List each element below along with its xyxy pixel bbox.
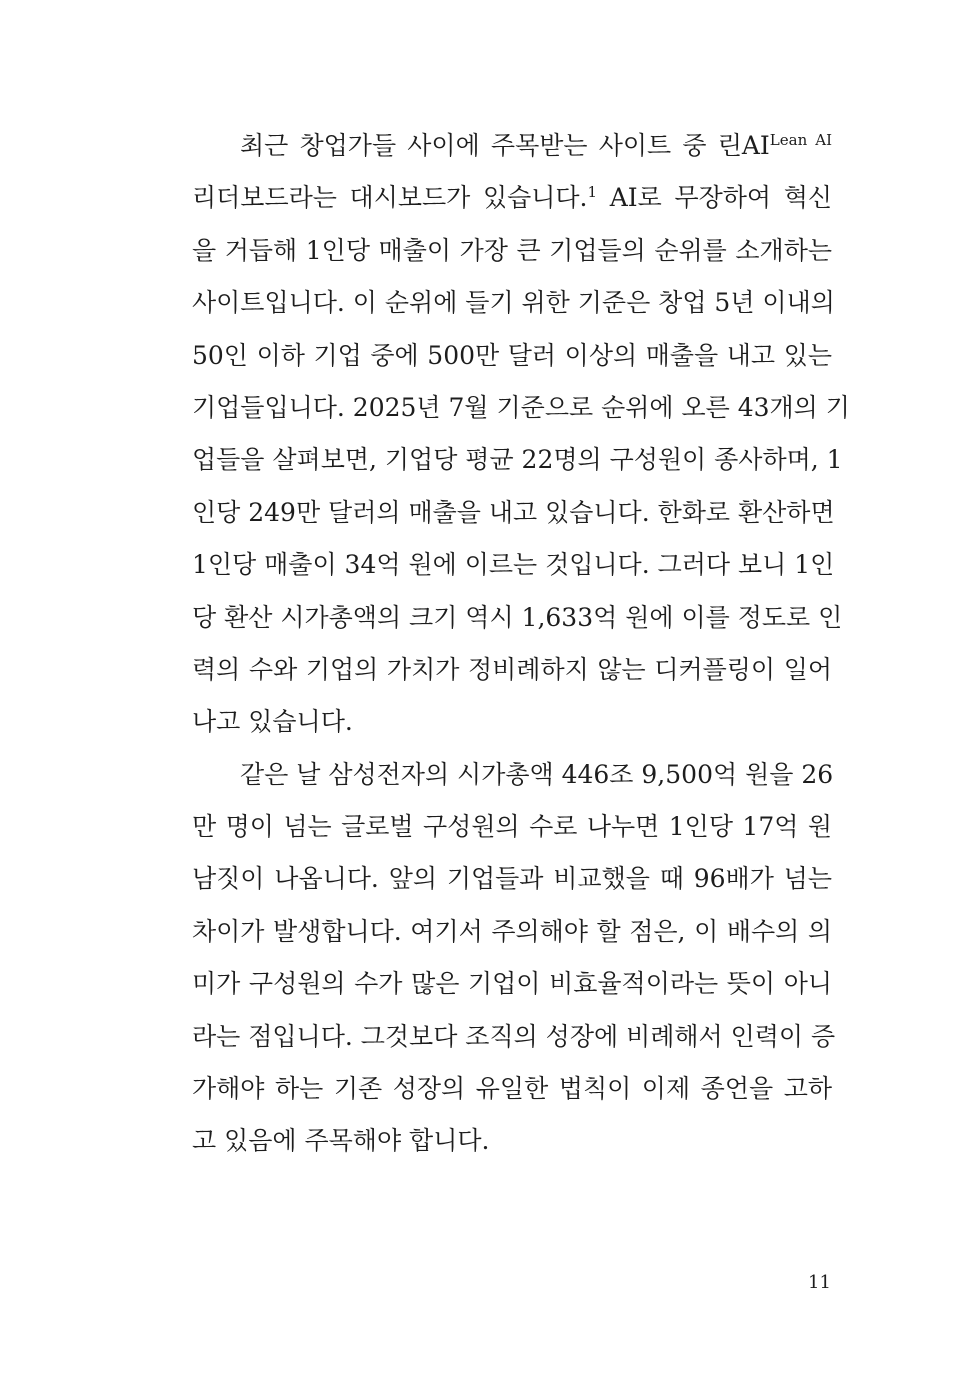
paragraph-line: 력의 수와 기업의 가치가 정비례하지 않는 디커플링이 일어 [192, 654, 832, 684]
paragraph-line: 같은 날 삼성전자의 시가총액 446조 9,500억 원을 26 [240, 759, 834, 789]
paragraph-line: 을 거듭해 1인당 매출이 가장 큰 기업들의 순위를 소개하는 [192, 235, 832, 265]
paragraph-line: 당 환산 시가총액의 크기 역시 1,633억 원에 이를 정도로 인 [192, 602, 843, 632]
paragraph-line [192, 172, 832, 224]
paragraph-line: 나고 있습니다. [192, 707, 353, 737]
lean-ai-gloss: Lean AI [769, 131, 833, 149]
line-text: 최근 창업가들 사이에 주목받는 사이트 중 린AI [240, 131, 770, 160]
paragraph-line: 고 있음에 주목해야 합니다. [192, 1126, 490, 1156]
paragraph-line: 남짓이 나옵니다. 앞의 기업들과 비교했을 때 96배가 넘는 [192, 864, 832, 894]
paragraph-line: 50인 이하 기업 중에 500만 달러 이상의 매출을 내고 있는 [192, 340, 832, 370]
line-text: AI로 무장하여 혁신 [597, 183, 833, 213]
page-number: 11 [808, 1272, 831, 1293]
paragraph-line: 미가 구성원의 수가 많은 기업이 비효율적이라는 뜻이 아니 [192, 969, 832, 999]
paragraph-line: 차이가 발생합니다. 여기서 주의해야 할 점은, 이 배수의 의 [192, 916, 832, 946]
paragraph-2 [192, 749, 836, 1168]
paragraph-line: 1인당 매출이 34억 원에 이르는 것입니다. 그러다 보니 1인 [192, 550, 835, 580]
paragraph-1 [192, 120, 850, 749]
body-text [192, 120, 850, 1168]
paragraph-line: 가해야 하는 기존 성장의 유일한 법칙이 이제 종언을 고하 [192, 1074, 832, 1104]
paragraph-line: 업들을 살펴보면, 기업당 평균 22명의 구성원이 종사하며, 1 [192, 445, 843, 475]
line-text: 리더보드라는 대시보드가 있습니다. [192, 183, 588, 213]
paragraph-line: 기업들입니다. 2025년 7월 기준으로 순위에 오른 43개의 기 [192, 392, 850, 422]
paragraph-line [192, 120, 832, 172]
footnote-marker: 1 [587, 183, 598, 202]
paragraph-line: 사이트입니다. 이 순위에 들기 위한 기준은 창업 5년 이내의 [192, 288, 835, 318]
paragraph-line: 만 명이 넘는 글로벌 구성원의 수로 나누면 1인당 17억 원 [192, 812, 832, 842]
paragraph-line: 인당 249만 달러의 매출을 내고 있습니다. 한화로 환산하면 [192, 497, 835, 527]
paragraph-line: 라는 점입니다. 그것보다 조직의 성장에 비례해서 인력이 증 [192, 1021, 836, 1051]
